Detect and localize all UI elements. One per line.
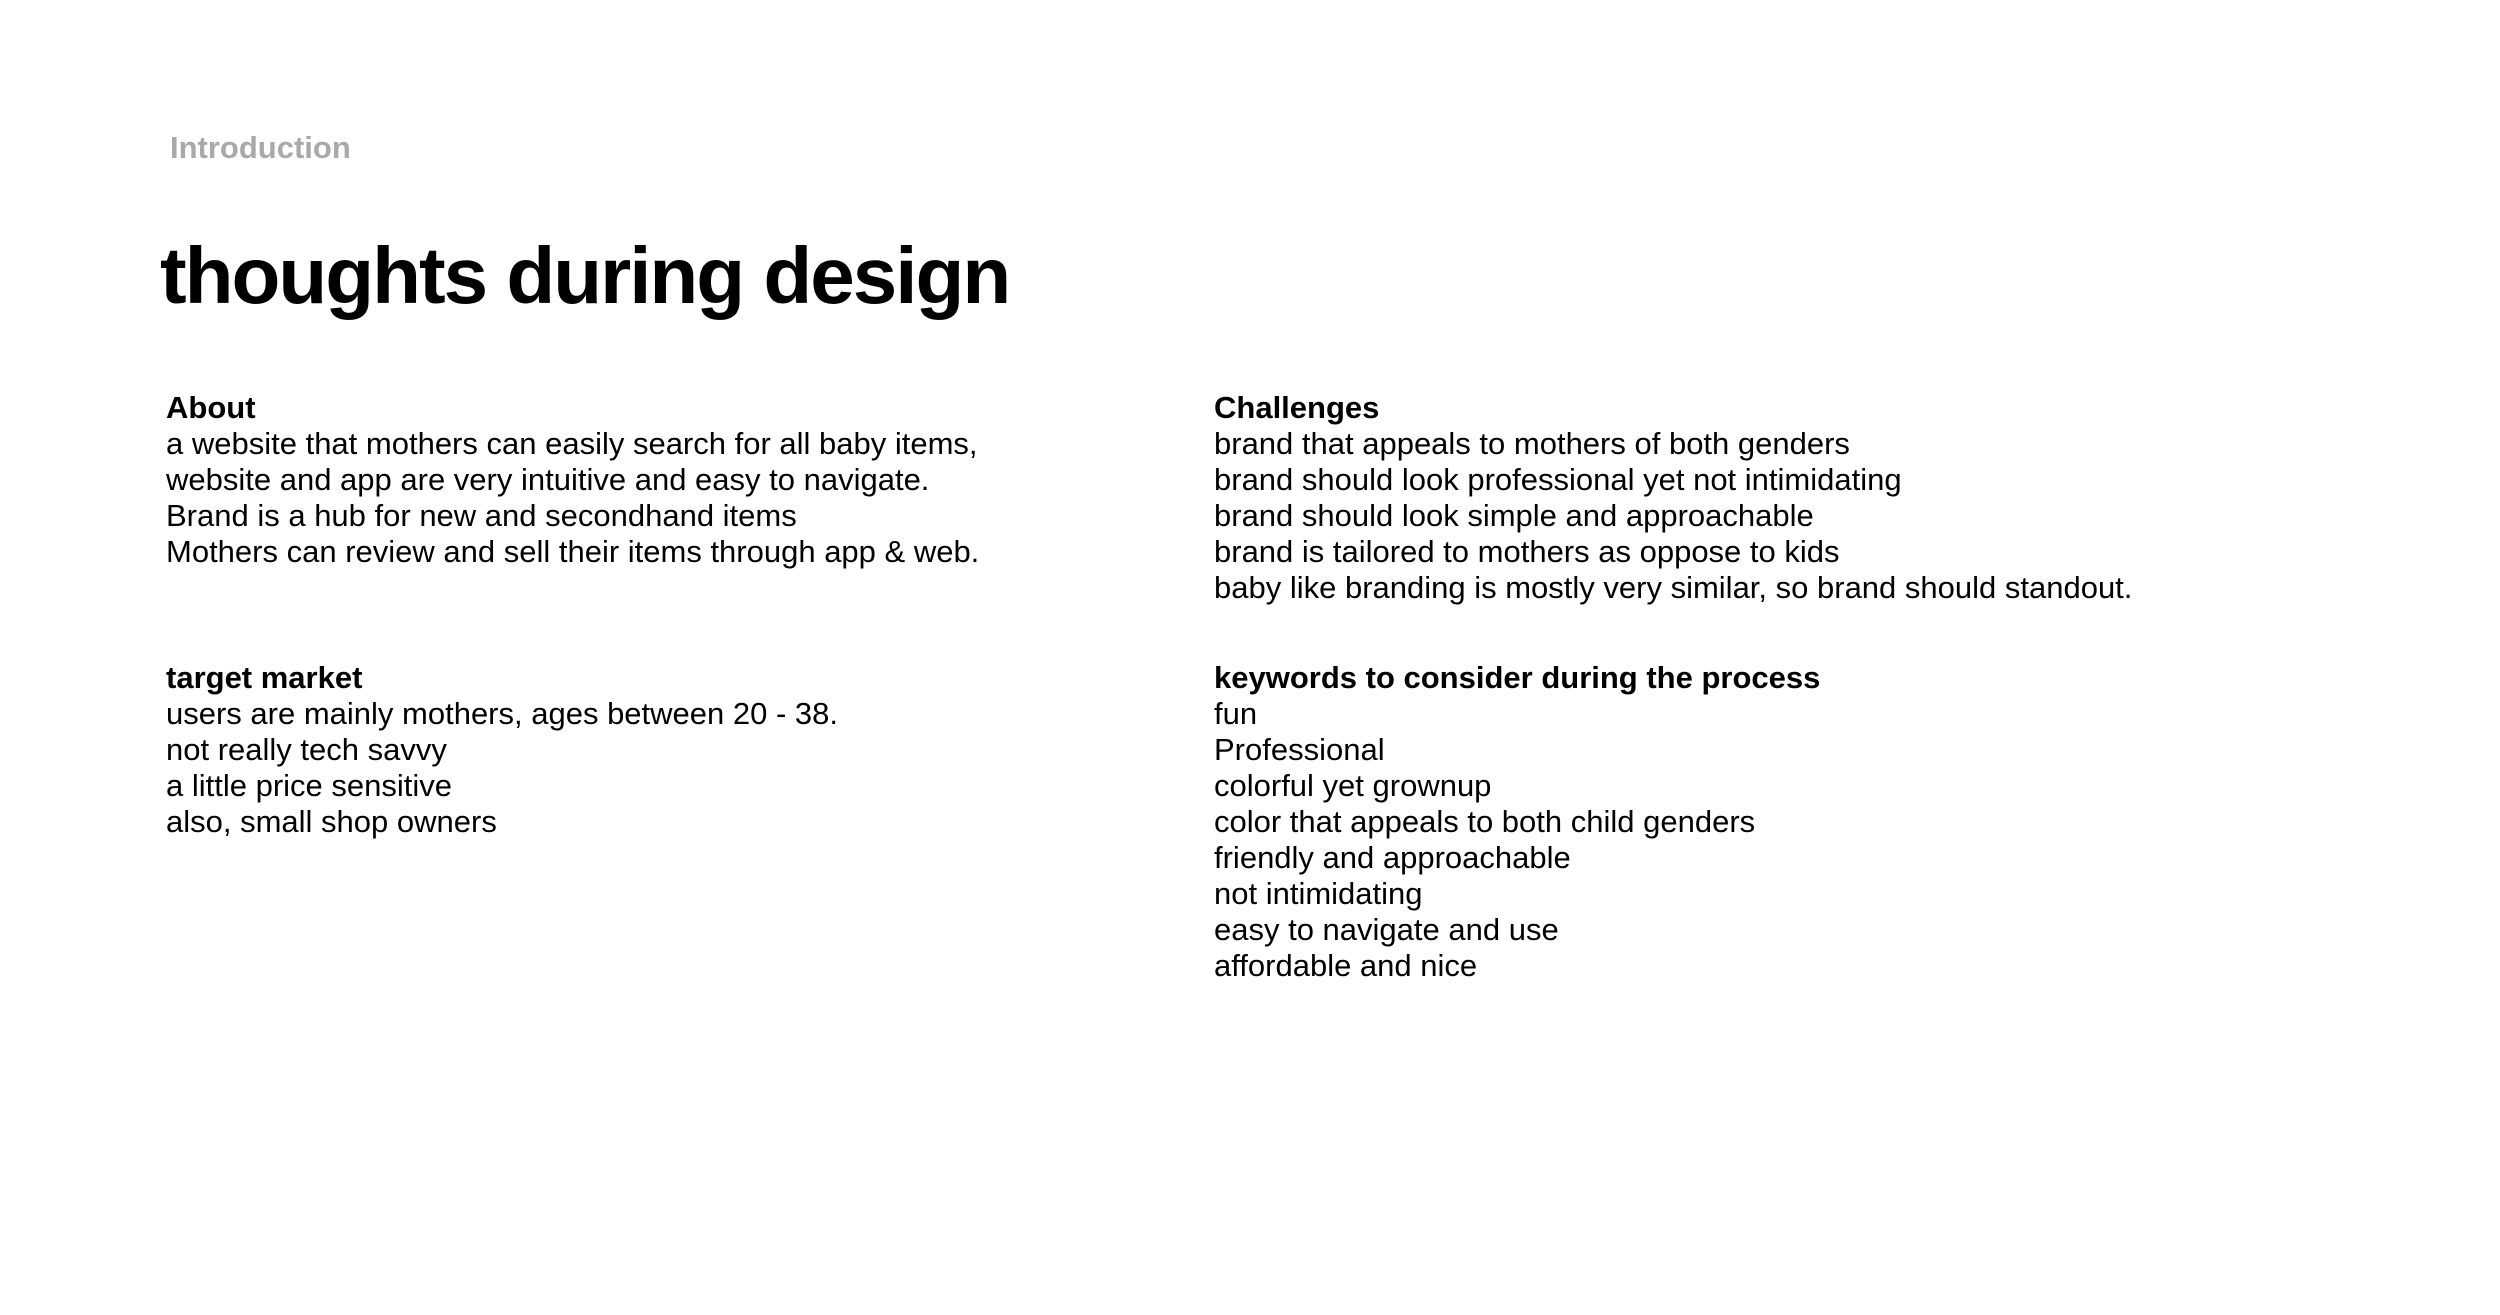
target-market-list — [166, 696, 1166, 840]
target-market-line: also, small shop owners — [166, 804, 497, 839]
keywords-list — [1214, 696, 2214, 984]
about-section — [166, 390, 1166, 570]
challenges-line: brand is tailored to mothers as oppose to kids — [1214, 534, 1840, 569]
about-heading: About — [166, 390, 256, 425]
about-line: Mothers can review and sell their items through app & web. — [166, 534, 980, 569]
keyword-item: colorful yet grownup — [1214, 768, 1492, 803]
about-line: Brand is a hub for new and secondhand items — [166, 498, 797, 533]
target-market-section — [166, 660, 1166, 840]
keywords-heading: keywords to consider during the process — [1214, 660, 1821, 695]
target-market-line: not really tech savvy — [166, 732, 447, 767]
target-market-line: users are mainly mothers, ages between 20 - 38. — [166, 696, 839, 731]
keyword-item: not intimidating — [1214, 876, 1423, 911]
keyword-item: Professional — [1214, 732, 1385, 767]
about-line: website and app are very intuitive and easy to navigate. — [166, 462, 930, 497]
keyword-item: color that appeals to both child genders — [1214, 804, 1756, 839]
page-title: thoughts during design — [160, 231, 1010, 320]
target-market-heading: target market — [166, 660, 363, 695]
keywords-section — [1214, 660, 2214, 984]
challenges-section — [1214, 390, 2414, 606]
challenges-line: baby like branding is mostly very similar, so brand should standout. — [1214, 570, 2133, 605]
challenges-line: brand that appeals to mothers of both genders — [1214, 426, 1850, 461]
target-market-line: a little price sensitive — [166, 768, 453, 803]
challenges-line: brand should look simple and approachable — [1214, 498, 1814, 533]
challenges-line: brand should look professional yet not intimidating — [1214, 462, 1902, 497]
keyword-item: fun — [1214, 696, 1258, 731]
keyword-item: easy to navigate and use — [1214, 912, 1559, 947]
about-line: a website that mothers can easily search for all baby items, — [166, 426, 978, 461]
keyword-item: affordable and nice — [1214, 948, 1478, 983]
keyword-item: friendly and approachable — [1214, 840, 1571, 875]
section-label: Introduction — [170, 130, 351, 165]
challenges-list — [1214, 426, 2414, 606]
about-list — [166, 426, 1166, 570]
challenges-heading: Challenges — [1214, 390, 1380, 425]
